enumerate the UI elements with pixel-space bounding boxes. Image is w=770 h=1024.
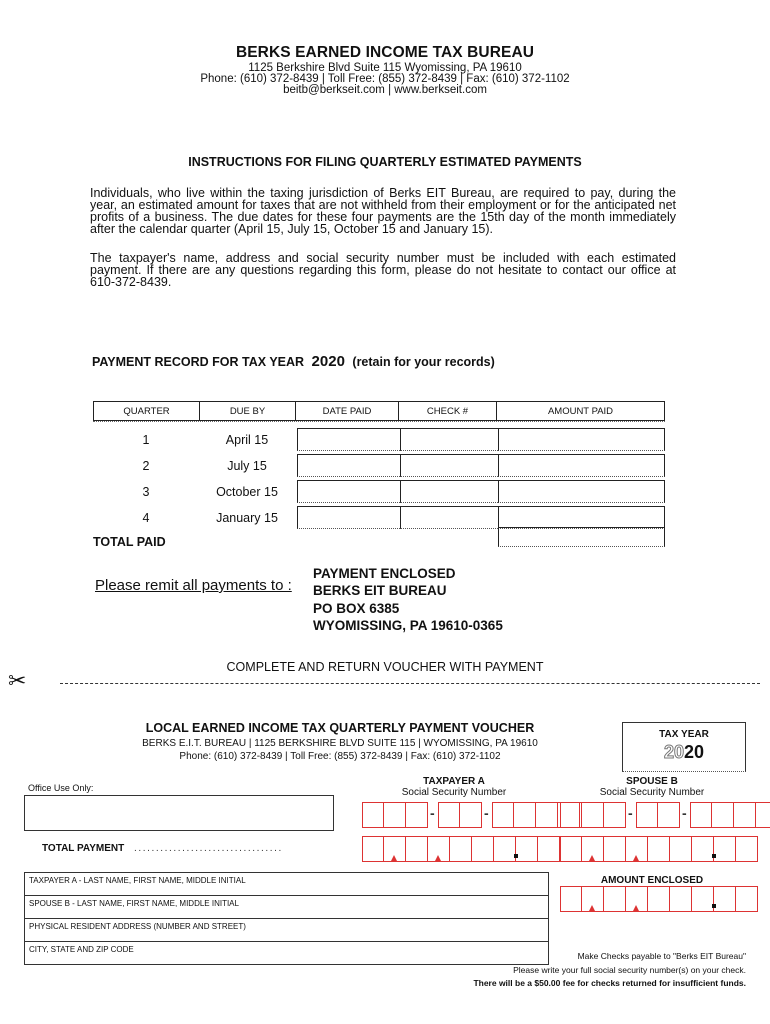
- bureau-title: BERKS EARNED INCOME TAX BUREAU: [235, 44, 535, 61]
- column-date-paid: DATE PAID: [296, 402, 399, 420]
- row-due-date: October 15: [216, 485, 278, 499]
- instructions-title: INSTRUCTIONS FOR FILING QUARTERLY ESTIMATED PAYMENTS: [188, 155, 582, 169]
- total-payment-leader: ..................................: [134, 843, 283, 854]
- table-row: [93, 428, 665, 454]
- taxpayer-a-title: TAXPAYER A: [423, 776, 485, 787]
- check-number-field[interactable]: [400, 506, 498, 529]
- remit-line-4: WYOMISSING, PA 19610-0365: [313, 618, 503, 633]
- check-number-field[interactable]: [400, 454, 498, 477]
- row-due-date: January 15: [216, 511, 278, 525]
- total-paid-label: TOTAL PAID: [93, 535, 166, 549]
- column-quarter: QUARTER: [94, 402, 200, 420]
- column-check-number: CHECK #: [399, 402, 497, 420]
- column-due-by: DUE BY: [200, 402, 296, 420]
- row-due-date: April 15: [225, 433, 269, 447]
- voucher-title: LOCAL EARNED INCOME TAX QUARTERLY PAYMENT VOUCHER: [145, 721, 535, 735]
- date-paid-field[interactable]: [297, 480, 400, 503]
- remit-line-3: PO BOX 6385: [313, 601, 400, 616]
- row-due-date: July 15: [227, 459, 267, 473]
- date-paid-field[interactable]: [297, 428, 400, 451]
- row-quarter: 2: [142, 459, 150, 473]
- voucher-phones: Phone: (610) 372-8439 | Toll Free: (855) 372-8439 | Fax: (610) 372-1102: [179, 751, 501, 762]
- amount-paid-field[interactable]: [498, 480, 665, 503]
- payment-record-title: [92, 353, 495, 370]
- header-divider: [93, 421, 665, 422]
- spouse-b-ssn-label: Social Security Number: [599, 787, 705, 798]
- taxpayer-a-name-field[interactable]: [24, 872, 549, 895]
- date-paid-field[interactable]: [297, 506, 400, 529]
- bureau-contact: beitb@berkseit.com | www.berkseit.com: [283, 84, 487, 96]
- scissors-icon: ✂: [8, 668, 27, 693]
- taxpayer-a-amount-input[interactable]: [362, 836, 560, 862]
- amount-enclosed-input[interactable]: [560, 886, 758, 912]
- instructions-paragraph-1: Individuals, who live within the taxing jurisdiction of Berks EIT Bureau, are required to pay, during the year, an estimated amount for taxes that are not withheld from their employment or for the anticipated net profits of a business. The due dates for these four payments are the 15th day of the month immediately after the calendar quarter (April 15, July 15, October 15 and January 15).: [90, 186, 676, 236]
- check-number-field[interactable]: [400, 428, 498, 451]
- amount-enclosed-title: AMOUNT ENCLOSED: [600, 875, 704, 886]
- street-address-label: PHYSICAL RESIDENT ADDRESS (NUMBER AND STREET): [29, 922, 246, 931]
- row-quarter: 3: [142, 485, 150, 499]
- spouse-b-title: SPOUSE B: [626, 776, 678, 787]
- remit-label: Please remit all payments to :: [95, 577, 292, 594]
- remit-line-1: PAYMENT ENCLOSED: [313, 566, 456, 581]
- instructions-paragraph-2: The taxpayer's name, address and social security number must be included with each estimated payment. If there are any questions regarding this form, please do not hesitate to contact our office at 610-372-8439.: [90, 251, 676, 289]
- remit-line-2: BERKS EIT BUREAU: [313, 583, 447, 598]
- column-amount-paid: AMOUNT PAID: [547, 405, 614, 417]
- row-quarter: 4: [142, 511, 150, 525]
- bureau-phones: Phone: (610) 372-8439 | Toll Free: (855) 372-8439 | Fax: (610) 372-1102: [200, 73, 570, 85]
- tax-year-label: TAX YEAR: [659, 729, 709, 740]
- spouse-b-name-field[interactable]: [24, 895, 549, 918]
- tax-year-suffix: 20: [684, 742, 705, 762]
- cut-instruction: COMPLETE AND RETURN VOUCHER WITH PAYMENT: [226, 660, 544, 674]
- amount-paid-field[interactable]: [498, 506, 665, 529]
- row-quarter: 1: [142, 433, 150, 447]
- taxpayer-a-ssn-label: Social Security Number: [401, 787, 507, 798]
- bureau-address: 1125 Berkshire Blvd Suite 115 Wyomissing, PA 19610: [248, 62, 522, 74]
- payment-record-header: [93, 401, 665, 421]
- taxpayer-a-ssn-input[interactable]: [362, 802, 580, 828]
- table-row: [93, 454, 665, 480]
- tax-year-value: [622, 742, 746, 763]
- table-row: [93, 480, 665, 506]
- check-number-field[interactable]: [400, 480, 498, 503]
- spouse-b-ssn-input[interactable]: [560, 802, 770, 828]
- payment-record-label: PAYMENT RECORD FOR TAX YEAR: [92, 355, 305, 369]
- cut-line: [60, 683, 760, 684]
- spouse-b-name-label: SPOUSE B - LAST NAME, FIRST NAME, MIDDLE INITIAL: [29, 899, 239, 908]
- spouse-b-amount-input[interactable]: [560, 836, 758, 862]
- date-paid-field[interactable]: [297, 454, 400, 477]
- amount-paid-field[interactable]: [498, 454, 665, 477]
- tax-year-prefix: 20: [663, 742, 684, 762]
- checks-payable-note: Make Checks payable to "Berks EIT Bureau": [577, 951, 746, 961]
- office-use-label: Office Use Only:: [28, 783, 94, 793]
- total-payment-label: TOTAL PAYMENT: [42, 843, 125, 854]
- taxpayer-a-name-label: TAXPAYER A - LAST NAME, FIRST NAME, MIDDLE INITIAL: [29, 876, 246, 885]
- payment-record-year: 2020: [311, 353, 345, 370]
- street-address-field[interactable]: [24, 918, 549, 941]
- ssn-note: Please write your full social security number(s) on your check.: [513, 965, 746, 975]
- office-use-box: [24, 795, 334, 831]
- voucher-address: BERKS E.I.T. BUREAU | 1125 BERKSHIRE BLVD SUITE 115 | WYOMISSING, PA 19610: [142, 738, 538, 749]
- payment-record-note: (retain for your records): [352, 355, 495, 369]
- amount-paid-field[interactable]: [498, 428, 665, 451]
- city-state-zip-label: CITY, STATE AND ZIP CODE: [29, 945, 134, 954]
- total-paid-field[interactable]: [498, 527, 665, 547]
- fee-note: There will be a $50.00 fee for checks returned for insufficient funds.: [473, 978, 746, 988]
